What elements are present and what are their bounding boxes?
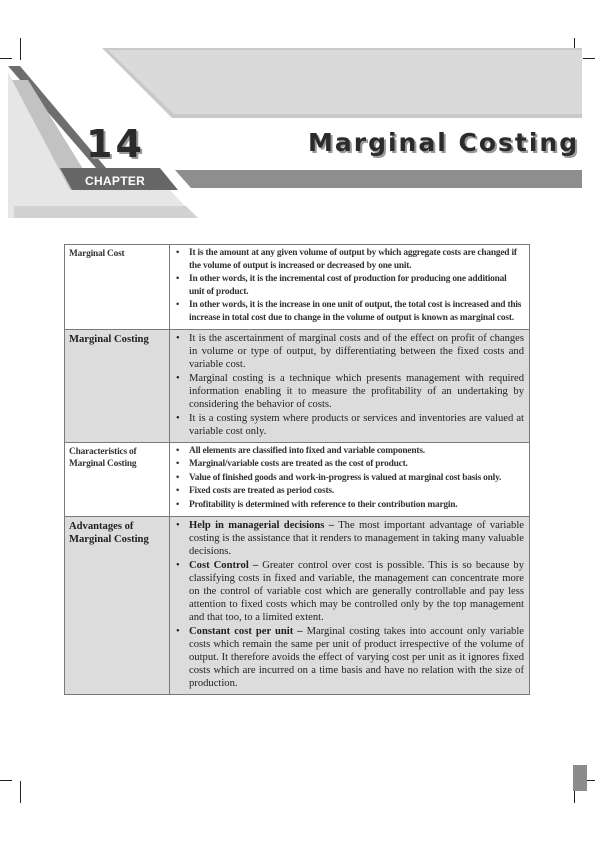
row-body [170, 516, 530, 694]
bullet-list [174, 445, 524, 512]
row-topic: Marginal Costing [65, 329, 170, 442]
bullet-list [174, 332, 524, 438]
chapter-label: CHAPTER [85, 174, 146, 188]
bullet-point: • Fixed costs are treated as period costs. [174, 485, 524, 498]
bullet-point [174, 625, 524, 690]
row-topic: Characteristics of Marginal Costing [65, 442, 170, 516]
summary-table [64, 244, 530, 695]
chapter-title: Marginal Costing [308, 128, 580, 157]
bullet-point: • Marginal/variable costs are treated as the cost of product. [174, 458, 524, 471]
bullet-point [174, 519, 524, 558]
bullet-lead: Help in managerial decisions – [189, 519, 335, 531]
table-row [65, 329, 530, 442]
bullet-text: The most important advantage of variable costing is the assistance that it renders to management in taking many valuable decisions. [189, 519, 524, 557]
bullet-text: Greater control over cost is possible. This is so because by classifying costs in fixed and variable, the management can concentrate more on the control of variable cost which are generally controllable and pay less attention to fixed costs which may be controlled only by the top management and that too, to a limited extent. [189, 559, 525, 623]
chapter-header-graphic [0, 0, 595, 230]
table-row [65, 442, 530, 516]
bullet-point: • In other words, it is the increase in one unit of output, the total cost is increased and this increase in total cost due to change in the volume of output is known as marginal cost. [174, 299, 524, 324]
bullet-point: • All elements are classified into fixed and variable components. [174, 445, 524, 458]
table-row [65, 516, 530, 694]
bullet-point: • Profitability is determined with reference to their contribution margin. [174, 499, 524, 512]
bullet-point: • It is the ascertainment of marginal costs and of the effect on profit of changes in volume or type of output, by differentiating between the fixed costs and variable cost. [174, 332, 524, 371]
bullet-point: • Value of finished goods and work-in-progress is valued at marginal cost basis only. [174, 472, 524, 485]
row-topic: Advantages of Marginal Costing [65, 516, 170, 694]
chapter-number: 14 [86, 122, 145, 166]
bullet-lead: Constant cost per unit – [189, 625, 303, 637]
row-topic: Marginal Cost [65, 245, 170, 330]
table-row [65, 245, 530, 330]
crop-mark [0, 780, 12, 781]
bullet-point: • It is a costing system where products or services and inventories are valued at variable cost only. [174, 412, 524, 438]
row-body [170, 442, 530, 516]
page-edge-tab [573, 765, 587, 791]
row-body [170, 245, 530, 330]
bullet-text: Marginal costing takes into account only variable costs which remain the same per unit of product irrespective of the volume of output. It therefore avoids the effect of varying cost per unit as it ignores fixed costs which are incurred on a time basis and have no relation with the size of production. [189, 625, 524, 689]
bullet-point [174, 559, 524, 624]
bullet-lead: Cost Control – [189, 559, 259, 571]
bullet-point: • In other words, it is the incremental cost of production for producing one additional unit of product. [174, 273, 524, 298]
row-body [170, 329, 530, 442]
bullet-point: • It is the amount at any given volume of output by which aggregate costs are changed if the volume of output is increased or decreased by one unit. [174, 247, 524, 272]
bullet-list [174, 247, 524, 325]
crop-mark [20, 781, 21, 803]
bullet-point: • Marginal costing is a technique which presents management with required information enabling it to measure the profitability of an undertaking by considering the behavior of costs. [174, 372, 524, 411]
bullet-list [174, 519, 524, 690]
